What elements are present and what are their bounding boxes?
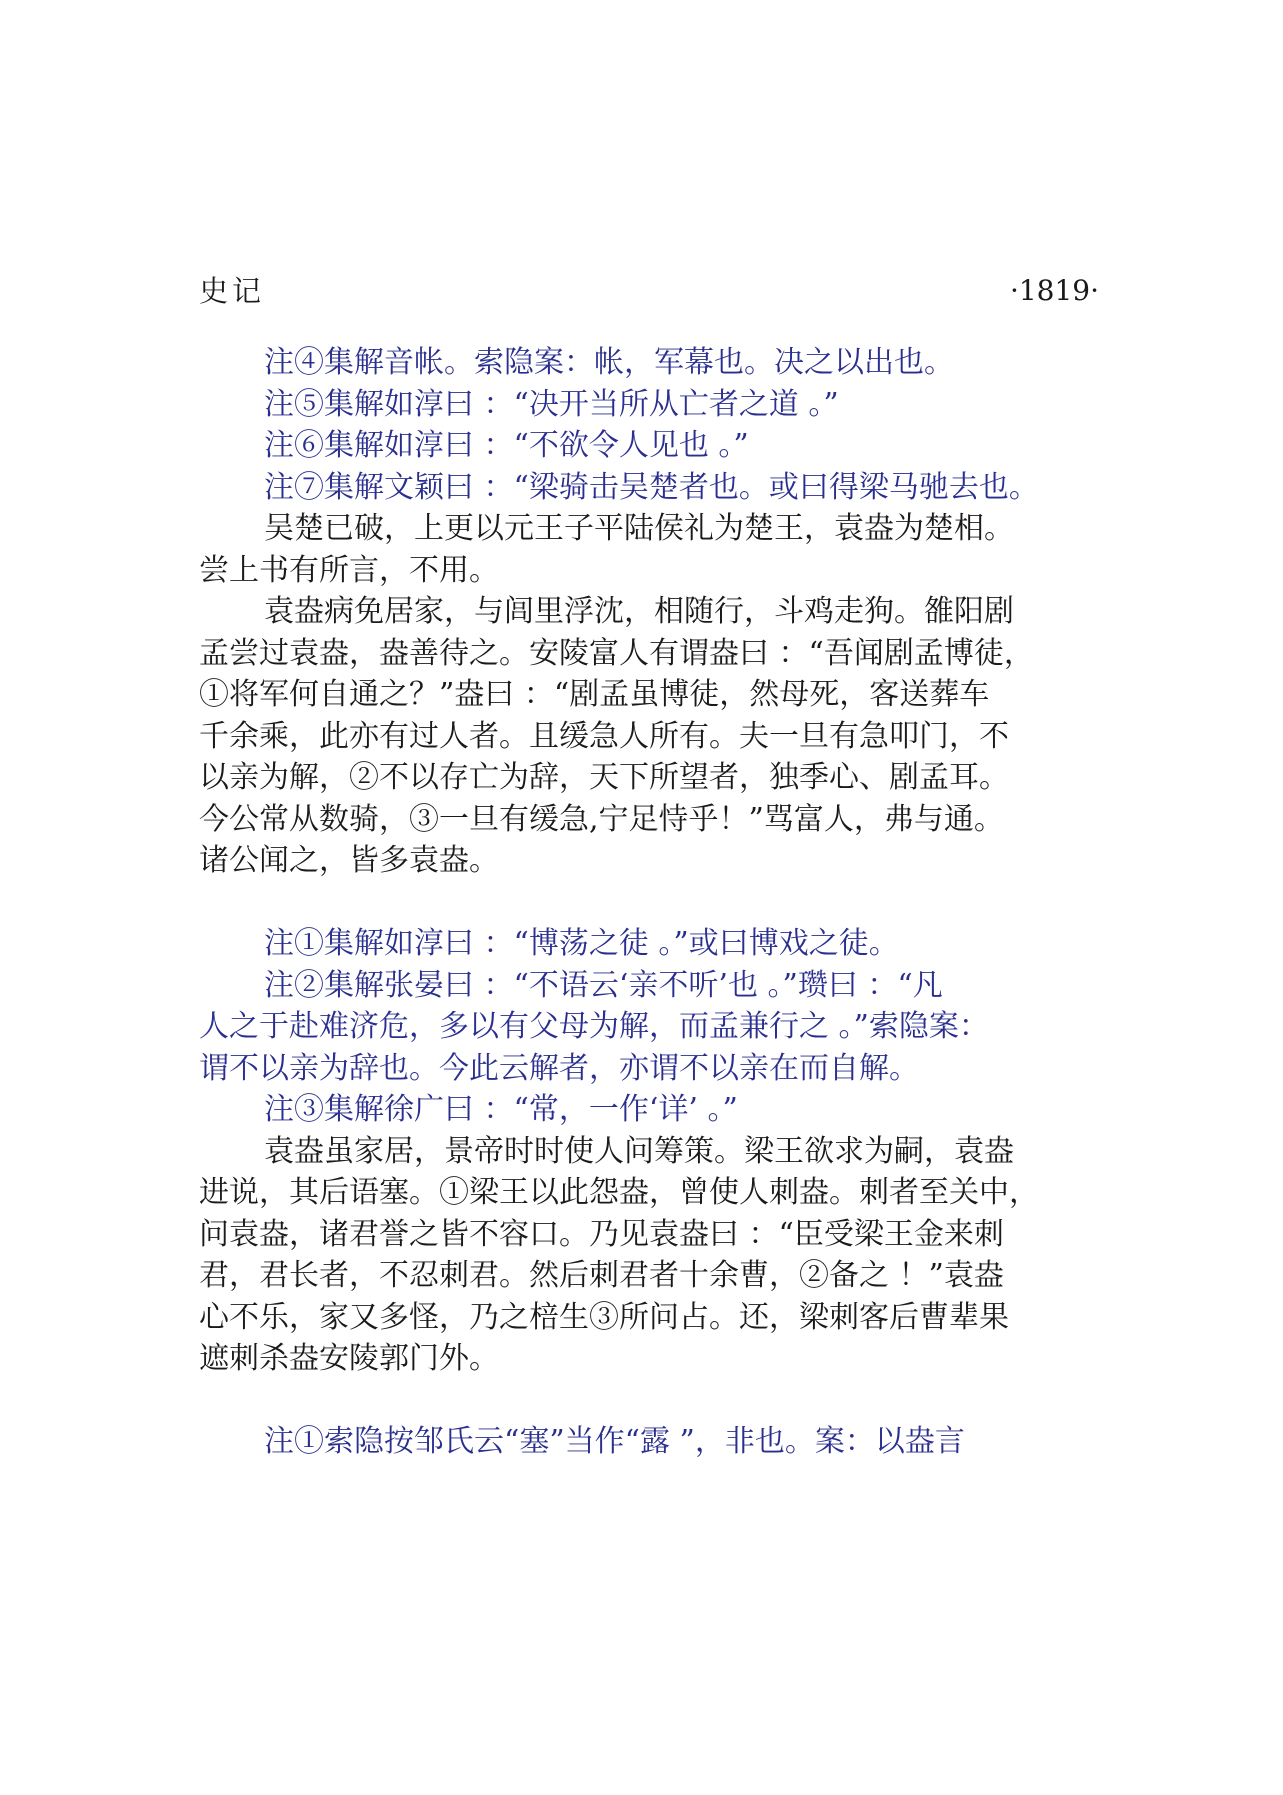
body-line: 袁盎虽家居，景帝时时使人问筹策。梁王欲求为嗣，袁盎	[264, 1133, 1014, 1169]
note-line: 注③集解徐广曰 ：“常，一作‘详’ 。”	[264, 1092, 738, 1127]
body-line: 吴楚已破，上更以元王子平陆侯礼为楚王，袁盎为楚相。	[264, 511, 1014, 546]
spacer	[199, 882, 1099, 924]
body-line: 心不乐，家又多怪，乃之棓生③所问占。还，梁刺客后曹辈果	[199, 1299, 1009, 1335]
note-line: 注②集解张晏曰 ：“不语云‘亲不听’也 。”瓒曰 ：“凡	[264, 967, 943, 1003]
book-title: 史记	[199, 274, 266, 308]
body-line: 诸公闻之，皆多袁盎。	[199, 843, 499, 878]
note-line: 注⑤集解如淳曰 ：“决开当所从亡者之道 。”	[264, 386, 839, 422]
body-line: 袁盎病免居家，与闾里浮沈，相随行，斗鸡走狗。雒阳剧	[264, 594, 1014, 629]
body-line: 君，君长者，不忍刺君。然后刺君者十余曹，②备之 ！”袁盎	[199, 1258, 1004, 1293]
body-line: 今公常从数骑，③一旦有缓急,宁足恃乎！”骂富人，弗与通。	[199, 801, 1004, 837]
page-header	[199, 268, 1099, 314]
note-line: 注④集解音帐。索隐案：帐，军幕也。决之以出也。	[264, 345, 954, 380]
body-line: 孟尝过袁盎，盎善待之。安陵富人有谓盎曰 ：“吾闻剧孟博徒，	[199, 635, 1034, 671]
body-line: 问袁盎，诸君誉之皆不容口。乃见袁盎曰 ：“臣受梁王金来刺	[199, 1216, 1004, 1252]
page-content	[199, 342, 1099, 1463]
page	[199, 268, 1099, 1463]
note-line: 谓不以亲为辞也。今此云解者，亦谓不以亲在而自解。	[199, 1050, 919, 1086]
body-line: 尝上书有所言，不用。	[199, 552, 499, 588]
page-number: ·1819·	[1009, 274, 1099, 307]
note-line: 注⑥集解如淳曰 ：“不欲令人见也 。”	[264, 428, 749, 463]
note-line: 注①索隐按邹氏云“塞”当作“露 ”，非也。案：以盎言	[264, 1424, 965, 1459]
body-line: 千余乘，此亦有过人者。且缓急人所有。夫一旦有急叩门，不	[199, 718, 1009, 754]
spacer	[199, 1380, 1099, 1422]
body-line: 以亲为解，②不以存亡为辞，天下所望者，独季心、剧孟耳。	[199, 760, 1009, 795]
note-line: 注⑦集解文颖曰 ：“梁骑击吴楚者也。或曰得梁马驰去也。	[264, 469, 1039, 505]
body-line: ①将军何自通之？”盎曰 ：“剧孟虽博徒，然母死，客送葬车	[199, 677, 990, 712]
body-line: 进说，其后语塞。①梁王以此怨盎，曾使人刺盎。刺者至关中，	[199, 1175, 1039, 1210]
note-line: 注①集解如淳曰 ：“博荡之徒 。”或曰博戏之徒。	[264, 926, 899, 961]
note-line: 人之于赴难济危，多以有父母为解，而孟兼行之 。”索隐案：	[199, 1009, 989, 1044]
body-line: 遮刺杀盎安陵郭门外。	[199, 1341, 499, 1376]
